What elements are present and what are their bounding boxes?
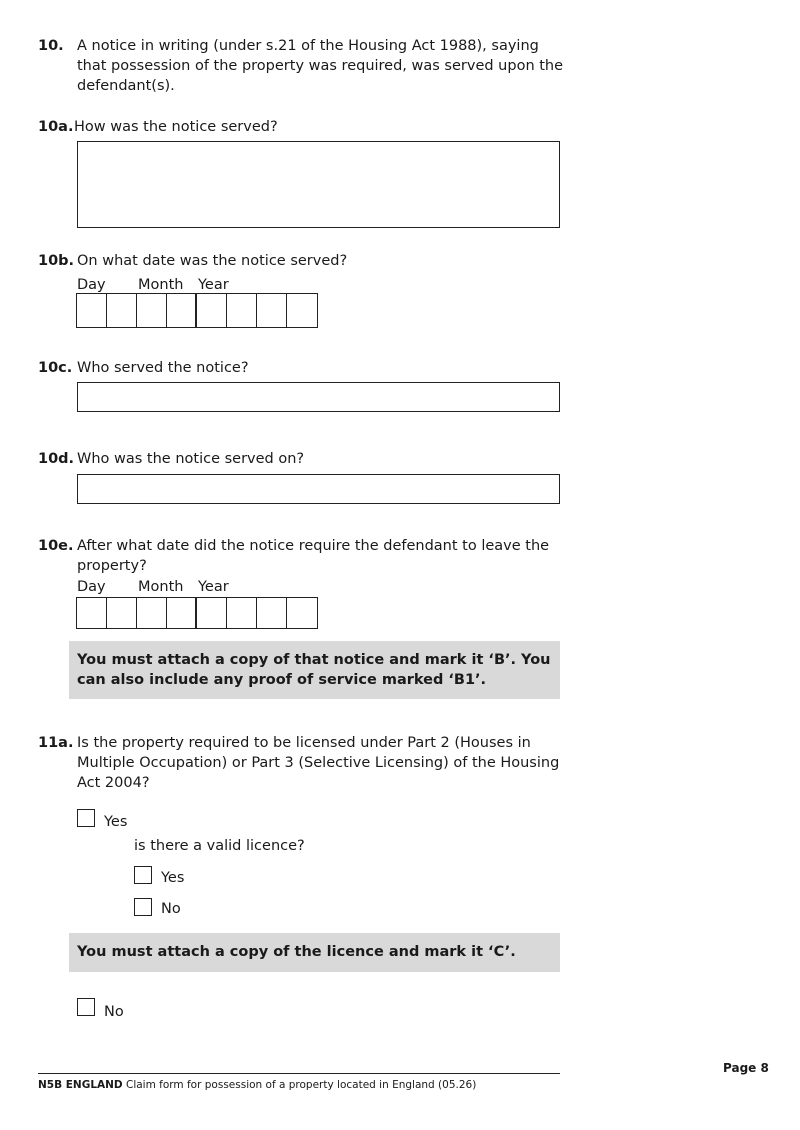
day-digit-1[interactable]: [77, 294, 107, 327]
valid-licence-no-label: No: [161, 901, 181, 917]
question-number-11a: 11a.: [38, 735, 74, 751]
day-label: Day: [77, 277, 106, 293]
footer-divider: [38, 1073, 560, 1074]
valid-licence-yes-label: Yes: [161, 870, 185, 886]
attach-notice-note: You must attach a copy of that notice and mark it ‘B’. You can also include any proof of service marked ‘B1’.: [69, 641, 560, 699]
month-digit-1[interactable]: [137, 294, 167, 327]
year-digit-4[interactable]: [287, 598, 317, 628]
month-digit-2[interactable]: [167, 598, 197, 628]
year-label: Year: [198, 277, 229, 293]
valid-licence-no-checkbox[interactable]: [134, 898, 152, 916]
question-number-10b: 10b.: [38, 253, 75, 269]
leave-date-field[interactable]: [76, 597, 318, 629]
date-labels-10b: [77, 276, 327, 294]
form-title: Claim form for possession of a property located in England (05.26): [126, 1079, 477, 1091]
question-text-10d: Who was the notice served on?: [77, 451, 305, 467]
who-served-input[interactable]: [77, 382, 560, 412]
year-digit-3[interactable]: [257, 294, 287, 327]
month-digit-2[interactable]: [167, 294, 197, 327]
year-digit-1[interactable]: [197, 598, 227, 628]
question-text-10c: Who served the notice?: [77, 360, 249, 376]
month-label: Month: [138, 579, 184, 595]
form-code: N5B ENGLAND: [38, 1079, 123, 1091]
month-digit-1[interactable]: [137, 598, 167, 628]
year-digit-1[interactable]: [197, 294, 227, 327]
month-label: Month: [138, 277, 184, 293]
footer: [38, 1078, 476, 1092]
attach-licence-note: You must attach a copy of the licence and mark it ‘C’.: [69, 933, 560, 972]
question-number-10e: 10e.: [38, 538, 74, 554]
licence-required-yes-checkbox[interactable]: [77, 809, 95, 827]
question-number-10d: 10d.: [38, 451, 75, 467]
licence-required-yes-label: Yes: [104, 814, 128, 830]
year-digit-3[interactable]: [257, 598, 287, 628]
question-number-10a: 10a.: [38, 119, 74, 135]
date-labels-10e: [77, 578, 327, 596]
question-text-10e: After what date did the notice require the defendant to leave the property?: [77, 538, 550, 574]
page-number: Page 8: [723, 1061, 769, 1075]
year-label: Year: [198, 579, 229, 595]
licence-required-no-checkbox[interactable]: [77, 998, 95, 1016]
how-served-textarea[interactable]: [77, 141, 560, 228]
question-text-10a: How was the notice served?: [74, 119, 278, 135]
licence-required-no-label: No: [104, 1004, 124, 1020]
served-on-input[interactable]: [77, 474, 560, 504]
date-served-field[interactable]: [76, 293, 318, 328]
valid-licence-yes-checkbox[interactable]: [134, 866, 152, 884]
year-digit-2[interactable]: [227, 294, 257, 327]
year-digit-4[interactable]: [287, 294, 317, 327]
question-text-10: A notice in writing (under s.21 of the Housing Act 1988), saying that possession of the property was required, was served upon the defendant(s).: [77, 38, 564, 94]
question-number-10c: 10c.: [38, 360, 73, 376]
day-digit-2[interactable]: [107, 598, 137, 628]
valid-licence-question: is there a valid licence?: [134, 838, 305, 854]
year-digit-2[interactable]: [227, 598, 257, 628]
question-text-10b: On what date was the notice served?: [77, 253, 348, 269]
day-digit-2[interactable]: [107, 294, 137, 327]
day-digit-1[interactable]: [77, 598, 107, 628]
day-label: Day: [77, 579, 106, 595]
question-number-10: 10.: [38, 38, 64, 54]
question-text-11a: Is the property required to be licensed under Part 2 (Houses in Multiple Occupation) or Part 3 (Selective Licensing) of the Housing Act 2004?: [77, 735, 560, 791]
